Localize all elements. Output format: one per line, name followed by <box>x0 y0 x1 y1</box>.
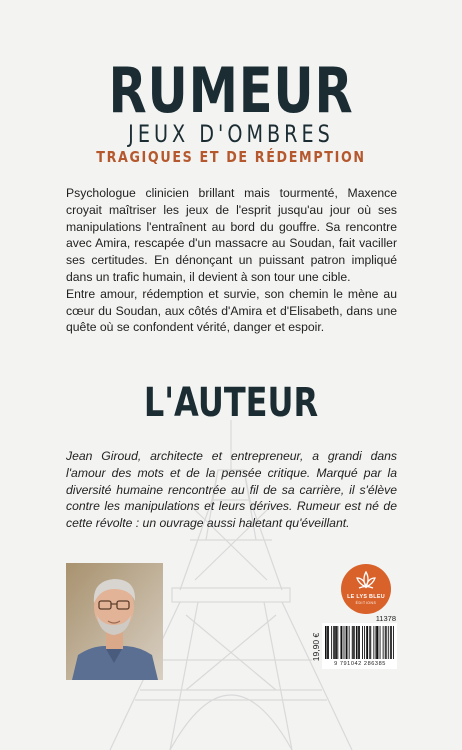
barcode-bar <box>337 626 338 659</box>
synopsis <box>66 185 397 336</box>
book-subtitle-line2: TRAGIQUES ET DE RÉDEMPTION <box>96 148 366 166</box>
barcode-bar <box>328 626 329 659</box>
barcode-bar <box>347 626 348 659</box>
barcode-bar <box>383 626 384 659</box>
author-heading: L'AUTEUR <box>143 380 319 426</box>
barcode-bar <box>356 626 358 659</box>
publisher-logo <box>341 564 391 614</box>
barcode-bars <box>322 623 397 661</box>
author-bio: Jean Giroud, architecte et entrepreneur, a grandi dans l'amour des mots et de la pensée critique. Marqué par la diversité humaine rencontrée au fil de sa carrière, il s'élève contre les manipulations et leurs dérives. Rumeur est né de cette révolte : un ouvrage aussi haletant qu'éveillant. <box>66 449 397 531</box>
barcode-bar <box>378 626 379 659</box>
barcode-bar <box>349 626 350 659</box>
barcode-bar <box>354 626 355 659</box>
barcode-bar <box>393 626 394 659</box>
barcode-bar <box>341 626 342 659</box>
barcode-bar <box>375 626 376 659</box>
barcode-bar <box>385 626 386 659</box>
barcode-bar <box>353 626 354 659</box>
barcode-bar <box>373 626 374 659</box>
barcode-digits: 9 791042 286385 <box>334 661 386 667</box>
barcode-bar <box>362 626 363 659</box>
synopsis-paragraph-1: Psychologue clinicien brillant mais tourmenté, Maxence croyait maîtriser les jeux de l'esprit jusqu'au jour où ses manipulations l'entraînent au bord du gouffre. Sa rencontre avec Amira, rescapée d'un massacre au Soudan, fait vaciller ses certitudes. En dénonçant un puissant patron impliqué dans un trafic humain, il devient à son tour une cible. <box>66 186 397 284</box>
barcode-bar <box>359 626 360 659</box>
barcode-bar <box>325 626 327 659</box>
book-subtitle-line1: JEUX D'OMBRES <box>128 120 334 148</box>
barcode-bar <box>358 626 359 659</box>
barcode-bar <box>352 626 353 659</box>
barcode-bar <box>364 626 365 659</box>
barcode-bar <box>391 626 392 659</box>
barcode-bar <box>370 626 371 659</box>
price-label <box>311 625 321 669</box>
barcode-bar <box>333 626 334 659</box>
book-title: RUMEUR <box>108 54 354 127</box>
publisher-subtitle: ÉDITIONS <box>355 601 377 605</box>
barcode-bar <box>388 626 389 659</box>
barcode-bar <box>390 626 391 659</box>
price-text: 19,90 € <box>311 632 321 662</box>
author-photo <box>66 563 163 680</box>
barcode-bar <box>331 626 332 659</box>
barcode-bar <box>369 626 370 659</box>
barcode-bar <box>327 626 328 659</box>
synopsis-paragraph-2: Entre amour, rédemption et survie, son chemin le mène au cœur du Soudan, aux côtés d'Amira et d'Elisabeth, dans une quête où se confondent vérité, danger et espoir. <box>66 286 397 335</box>
barcode-bar <box>386 626 387 659</box>
lily-icon <box>354 570 378 592</box>
publisher-name: LE LYS BLEU <box>347 594 385 600</box>
barcode-bar <box>334 626 335 659</box>
product-code: 11378 <box>375 614 396 623</box>
barcode-bar <box>380 626 381 659</box>
barcode-bar <box>367 626 368 659</box>
barcode-bar <box>344 626 345 659</box>
barcode-bar <box>335 626 337 659</box>
